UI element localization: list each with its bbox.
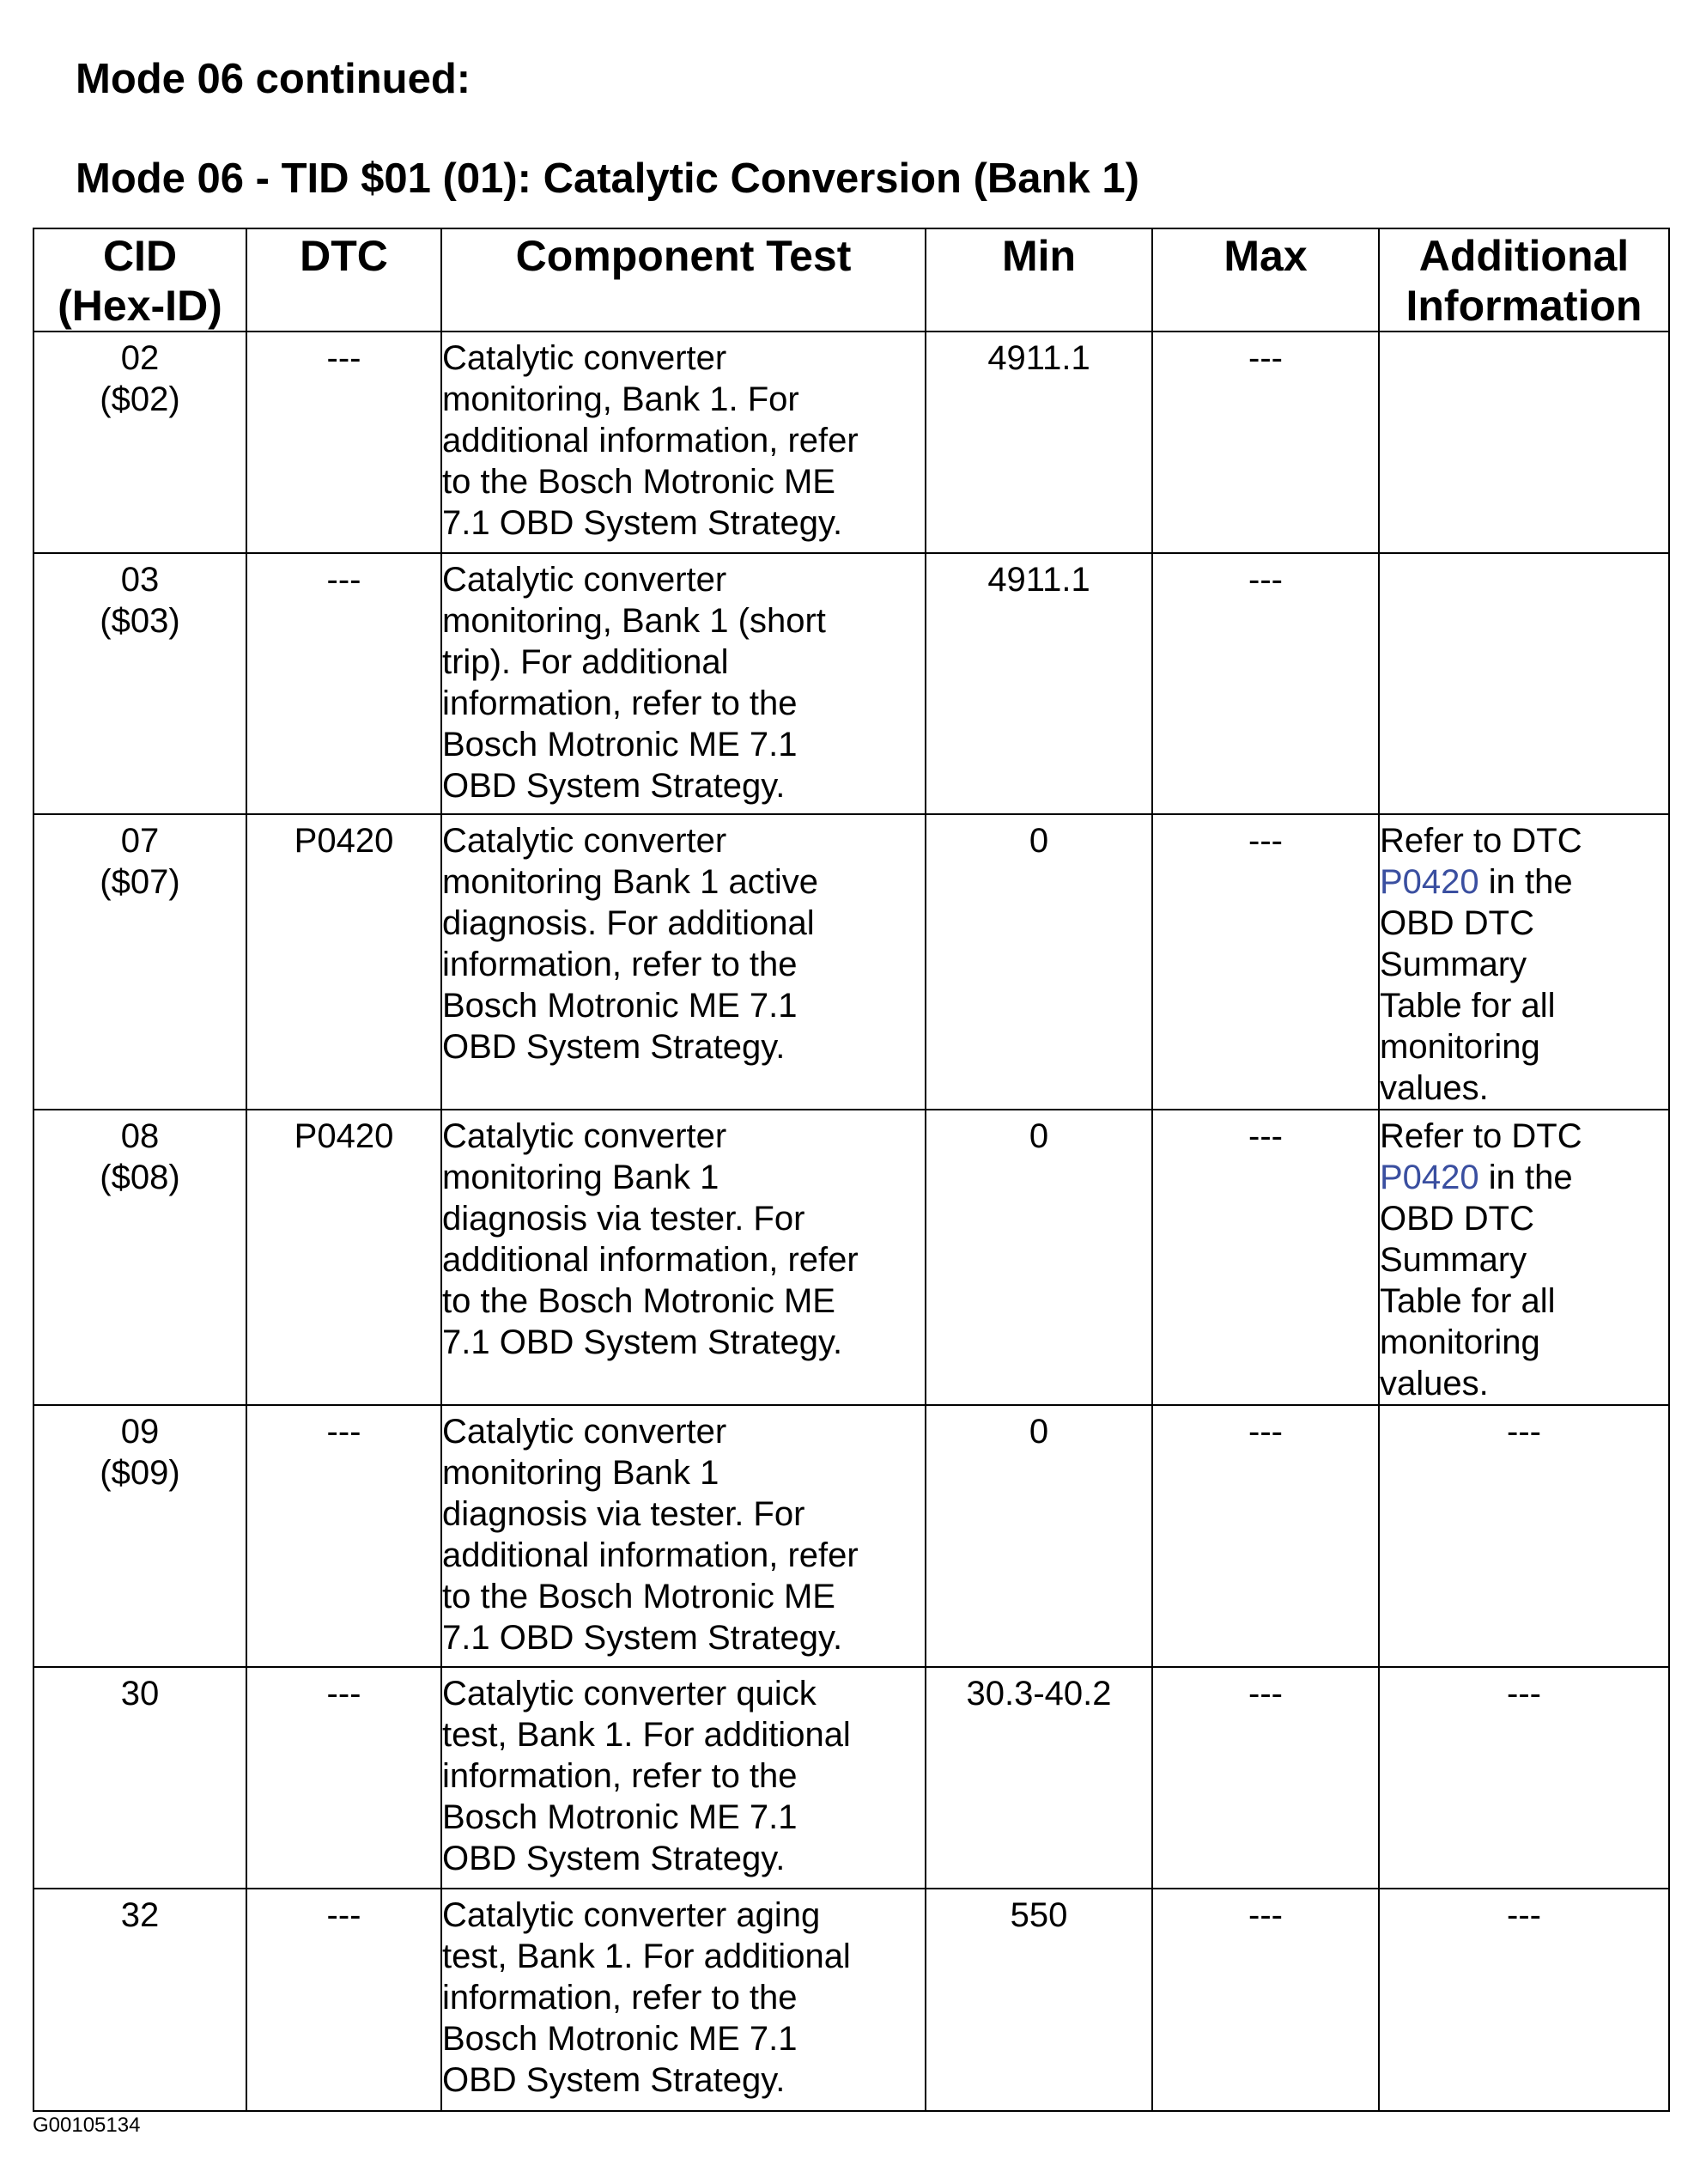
cell-cid: 09 ($09) bbox=[33, 1405, 246, 1667]
cell-additional-information: Refer to DTC P0420 in the OBD DTC Summary Table for all monitoring values. bbox=[1379, 814, 1669, 1110]
header-min: Min bbox=[926, 228, 1152, 332]
dtc-link-p0420[interactable]: P0420 bbox=[1380, 1159, 1479, 1196]
table-header-row bbox=[33, 228, 1669, 332]
cell-min: 4911.1 bbox=[926, 332, 1152, 553]
table-row bbox=[33, 553, 1669, 814]
cell-dtc: P0420 bbox=[246, 1110, 441, 1405]
header-component-test: Component Test bbox=[441, 228, 926, 332]
table-row bbox=[33, 1667, 1669, 1889]
cell-min: 0 bbox=[926, 1405, 1152, 1667]
cell-max: --- bbox=[1152, 1889, 1379, 2111]
header-dtc: DTC bbox=[246, 228, 441, 332]
cell-dtc: --- bbox=[246, 332, 441, 553]
cell-dtc: --- bbox=[246, 1889, 441, 2111]
cell-dtc: P0420 bbox=[246, 814, 441, 1110]
table-row bbox=[33, 1889, 1669, 2111]
cell-max: --- bbox=[1152, 332, 1379, 553]
cell-max: --- bbox=[1152, 553, 1379, 814]
cell-min: 30.3-40.2 bbox=[926, 1667, 1152, 1889]
cell-cid: 30 bbox=[33, 1667, 246, 1889]
cell-cid: 07 ($07) bbox=[33, 814, 246, 1110]
cell-max: --- bbox=[1152, 1667, 1379, 1889]
cell-component-test: Catalytic converter monitoring Bank 1 diagnosis via tester. For additional information, refer to the Bosch Motronic ME 7.1 OBD System Strategy. bbox=[441, 1405, 926, 1667]
cell-additional-information: Refer to DTC P0420 in the OBD DTC Summary Table for all monitoring values. bbox=[1379, 1110, 1669, 1405]
cell-component-test: Catalytic converter quick test, Bank 1. For additional information, refer to the Bosch Motronic ME 7.1 OBD System Strategy. bbox=[441, 1667, 926, 1889]
header-cid: CID (Hex-ID) bbox=[33, 228, 246, 332]
table-row bbox=[33, 814, 1669, 1110]
table-row bbox=[33, 1110, 1669, 1405]
cell-additional-information: --- bbox=[1379, 1405, 1669, 1667]
header-max: Max bbox=[1152, 228, 1379, 332]
cell-max: --- bbox=[1152, 1405, 1379, 1667]
table-row bbox=[33, 332, 1669, 553]
cell-min: 4911.1 bbox=[926, 553, 1152, 814]
dtc-link-p0420[interactable]: P0420 bbox=[1380, 863, 1479, 901]
cell-component-test: Catalytic converter monitoring, Bank 1. For additional information, refer to the Bosch Motronic ME 7.1 OBD System Strategy. bbox=[441, 332, 926, 553]
cell-cid: 03 ($03) bbox=[33, 553, 246, 814]
page-title: Mode 06 - TID $01 (01): Catalytic Conversion (Bank 1) bbox=[76, 155, 1139, 202]
cell-component-test: Catalytic converter monitoring Bank 1 active diagnosis. For additional information, refer to the Bosch Motronic ME 7.1 OBD System Strategy. bbox=[441, 814, 926, 1110]
cell-min: 0 bbox=[926, 1110, 1152, 1405]
figure-id: G00105134 bbox=[33, 2114, 141, 2137]
cell-min: 0 bbox=[926, 814, 1152, 1110]
cell-component-test: Catalytic converter aging test, Bank 1. For additional information, refer to the Bosch Motronic ME 7.1 OBD System Strategy. bbox=[441, 1889, 926, 2111]
cell-max: --- bbox=[1152, 1110, 1379, 1405]
cell-cid: 02 ($02) bbox=[33, 332, 246, 553]
cell-additional-information bbox=[1379, 332, 1669, 553]
table-row bbox=[33, 1405, 1669, 1667]
cell-cid: 08 ($08) bbox=[33, 1110, 246, 1405]
cell-dtc: --- bbox=[246, 553, 441, 814]
cell-component-test: Catalytic converter monitoring, Bank 1 (short trip). For additional information, refer to the Bosch Motronic ME 7.1 OBD System Strategy. bbox=[441, 553, 926, 814]
cell-additional-information bbox=[1379, 553, 1669, 814]
cell-additional-information: --- bbox=[1379, 1889, 1669, 2111]
header-additional-information: Additional Information bbox=[1379, 228, 1669, 332]
page-heading-continued: Mode 06 continued: bbox=[76, 56, 471, 102]
cell-cid: 32 bbox=[33, 1889, 246, 2111]
mode06-table bbox=[33, 228, 1670, 2112]
cell-dtc: --- bbox=[246, 1667, 441, 1889]
cell-additional-information: --- bbox=[1379, 1667, 1669, 1889]
cell-min: 550 bbox=[926, 1889, 1152, 2111]
cell-component-test: Catalytic converter monitoring Bank 1 diagnosis via tester. For additional information, refer to the Bosch Motronic ME 7.1 OBD System Strategy. bbox=[441, 1110, 926, 1405]
cell-dtc: --- bbox=[246, 1405, 441, 1667]
cell-max: --- bbox=[1152, 814, 1379, 1110]
